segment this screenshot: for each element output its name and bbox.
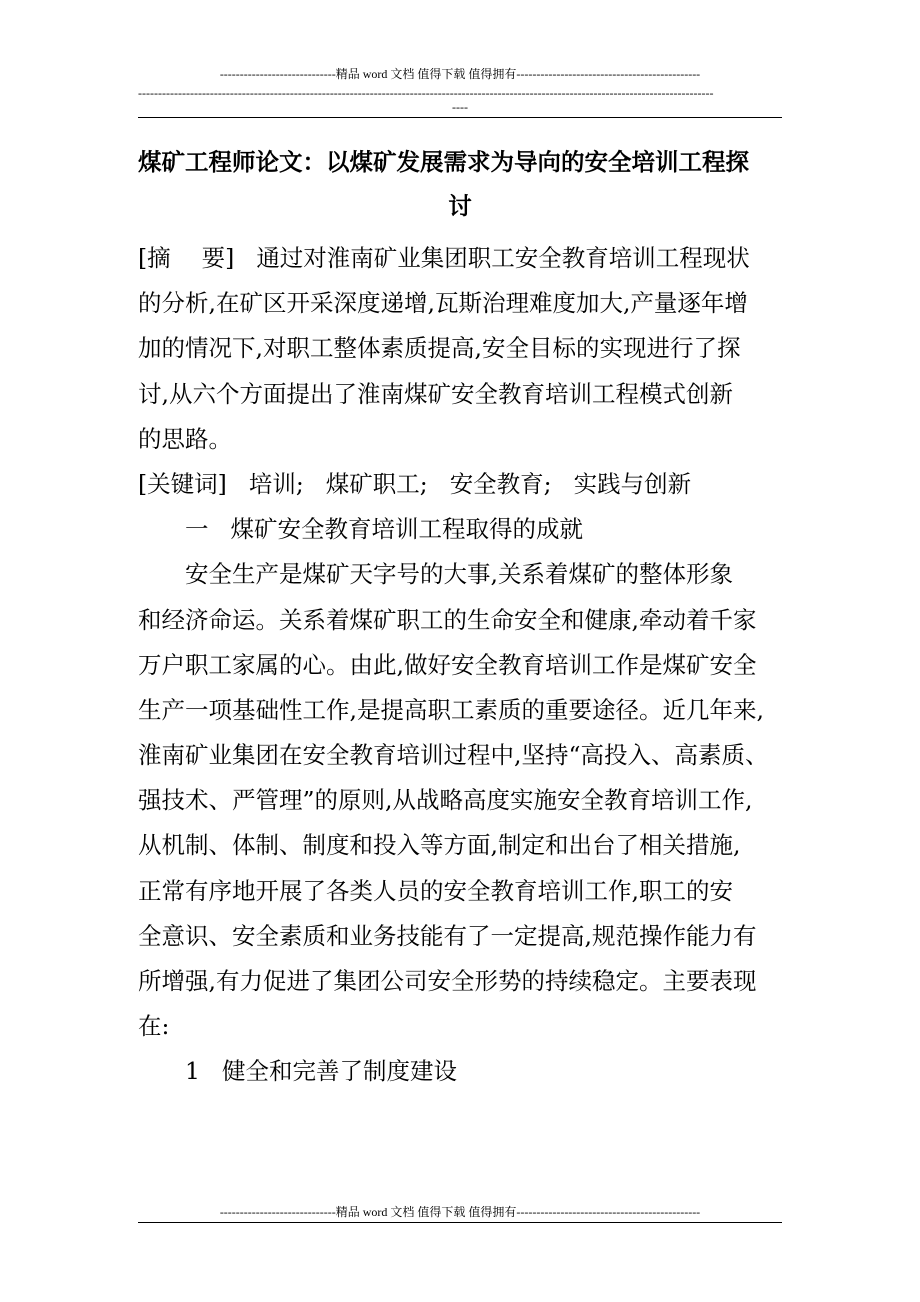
paragraph-line: 和经济命运。关系着煤矿职工的生命安全和健康,牵动着千家 <box>138 605 757 634</box>
section-title: 煤矿安全教育培训工程取得的成就 <box>230 515 583 544</box>
paragraph-line: 正常有序地开展了各类人员的安全教育培训工作,职工的安 <box>138 876 733 905</box>
paragraph-line: 所增强,有力促进了集团公司安全形势的持续稳定。主要表现 <box>138 967 757 995</box>
document-title <box>138 140 782 228</box>
keyword: 实践与创新 <box>573 469 692 498</box>
header-rule <box>138 117 782 118</box>
paragraph-line: 全意识、安全素质和业务技能有了一定提高,规范操作能力有 <box>138 921 757 950</box>
paragraph-line: 强技术、严管理”的原则,从战略高度实施安全教育培训工作, <box>138 786 753 815</box>
subsection-title: 健全和完善了制度建设 <box>221 1057 457 1086</box>
paragraph-line: 万户职工家属的心。由此,做好安全教育培训工作是煤矿安全 <box>138 650 757 679</box>
keywords-line <box>138 462 783 507</box>
abstract-text-line: 通过对淮南矿业集团职工安全教育培训工程现状 <box>256 244 750 272</box>
keywords-label: [关键词] <box>138 469 227 498</box>
paragraph-line: 在: <box>138 1012 170 1041</box>
abstract-text-line: 的分析,在矿区开采深度递增,瓦斯治理难度加大,产量逐年增 <box>138 289 748 318</box>
header-dash-line: ------------------------------------------------------------------------------------------------------------------------------------------------ <box>138 86 714 100</box>
title-line-1: 煤矿工程师论文：以煤矿发展需求为导向的安全培训工程探 <box>138 148 749 176</box>
abstract-label: [摘 要] <box>138 244 235 272</box>
section-heading <box>138 507 783 552</box>
footer-banner: -----------------------------精品 word 文档 值得下载 值得拥有---------------------------------------------- <box>219 1205 701 1219</box>
footer-rule <box>138 1222 782 1223</box>
title-line-2: 讨 <box>448 192 472 220</box>
abstract-text-line: 讨,从六个方面提出了淮南煤矿安全教育培训工程模式创新 <box>138 379 733 408</box>
keyword: 安全教育; <box>449 469 552 498</box>
document-body <box>138 236 783 1095</box>
subsection-number: 1 <box>185 1057 200 1086</box>
section-number: 一 <box>185 515 209 544</box>
abstract-text-line: 的思路。 <box>138 424 232 453</box>
paragraph-line: 生产一项基础性工作,是提高职工素质的重要途径。近几年来, <box>138 695 764 724</box>
subsection-heading <box>138 1049 783 1094</box>
abstract-first-line <box>138 236 783 281</box>
header-dash-tail: ---- <box>452 100 468 114</box>
keyword: 培训; <box>248 469 304 498</box>
keyword: 煤矿职工; <box>325 469 428 498</box>
paragraph-line: 安全生产是煤矿天字号的大事,关系着煤矿的整体形象 <box>185 560 733 589</box>
paragraph-line: 淮南矿业集团在安全教育培训过程中,坚持“高投入、高素质、 <box>138 741 769 770</box>
abstract-text-line: 加的情况下,对职工整体素质提高,安全目标的实现进行了探 <box>138 334 741 363</box>
header-banner: -----------------------------精品 word 文档 值得下载 值得拥有---------------------------------------------- <box>219 67 701 81</box>
paragraph-line: 从机制、体制、制度和投入等方面,制定和出台了相关措施, <box>138 831 741 860</box>
